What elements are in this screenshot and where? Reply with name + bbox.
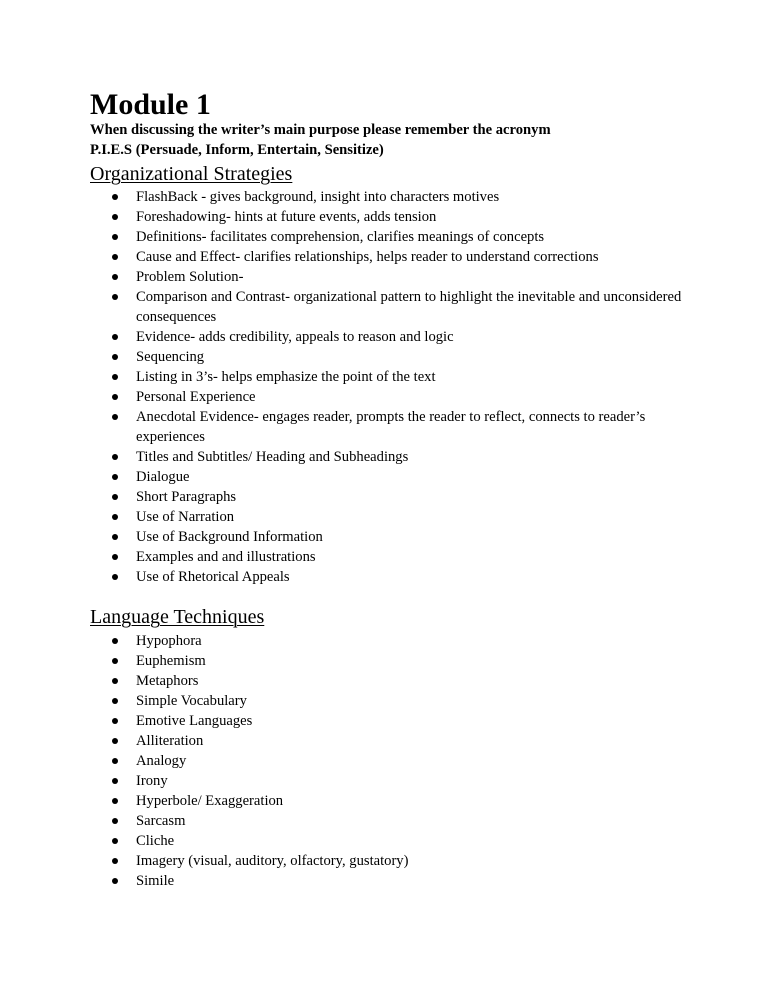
list-item bbox=[90, 327, 700, 347]
bullet-icon bbox=[112, 798, 118, 804]
list-item bbox=[90, 631, 700, 651]
list-item bbox=[90, 407, 700, 447]
list-item-text: Dialogue bbox=[136, 469, 190, 485]
bullet-icon bbox=[112, 454, 118, 460]
bullet-icon bbox=[112, 474, 118, 480]
list-item bbox=[90, 711, 700, 731]
list-item-text: Emotive Languages bbox=[136, 713, 253, 729]
list-item-text: Sequencing bbox=[136, 349, 205, 365]
list-item bbox=[90, 851, 700, 871]
list-item bbox=[90, 507, 700, 527]
bullet-icon bbox=[112, 574, 118, 580]
bullet-icon bbox=[112, 758, 118, 764]
bullet-icon bbox=[112, 718, 118, 724]
section-heading-language-techniques: Language Techniques bbox=[90, 606, 265, 628]
list-item bbox=[90, 527, 700, 547]
list-item bbox=[90, 751, 700, 771]
bullet-icon bbox=[112, 534, 118, 540]
bullet-icon bbox=[112, 494, 118, 500]
list-item-text: Listing in 3’s- helps emphasize the point of the text bbox=[136, 369, 436, 385]
list-item-text: FlashBack - gives background, insight into characters motives bbox=[136, 189, 500, 205]
list-item-text: Hyperbole/ Exaggeration bbox=[136, 793, 284, 809]
bullet-icon bbox=[112, 554, 118, 560]
list-item bbox=[90, 367, 700, 387]
bullet-icon bbox=[112, 214, 118, 220]
list-item-text: Personal Experience bbox=[136, 389, 256, 405]
bullet-icon bbox=[112, 334, 118, 340]
intro-line: When discussing the writer’s main purpose please remember the acronym bbox=[90, 122, 551, 138]
bullet-icon bbox=[112, 858, 118, 864]
bullet-icon bbox=[112, 234, 118, 240]
list-item-text: Alliteration bbox=[136, 733, 204, 749]
bullet-icon bbox=[112, 194, 118, 200]
list-item-text: Sarcasm bbox=[136, 813, 186, 829]
organizational-strategies-list bbox=[90, 187, 700, 587]
list-item bbox=[90, 287, 700, 327]
list-item bbox=[90, 771, 700, 791]
list-item-text: Irony bbox=[136, 773, 168, 789]
list-item bbox=[90, 671, 700, 691]
list-item bbox=[90, 651, 700, 671]
list-item bbox=[90, 831, 700, 851]
list-item-text: Anecdotal Evidence- engages reader, prompts the reader to reflect, connects to reader’s experiences bbox=[136, 409, 646, 445]
list-item bbox=[90, 547, 700, 567]
list-item bbox=[90, 347, 700, 367]
bullet-icon bbox=[112, 414, 118, 420]
list-item-text: Titles and Subtitles/ Heading and Subheadings bbox=[136, 449, 409, 465]
list-item bbox=[90, 811, 700, 831]
bullet-icon bbox=[112, 838, 118, 844]
list-item-text: Definitions- facilitates comprehension, clarifies meanings of concepts bbox=[136, 229, 545, 245]
section-heading-organizational-strategies: Organizational Strategies bbox=[90, 163, 293, 185]
bullet-icon bbox=[112, 354, 118, 360]
bullet-icon bbox=[112, 394, 118, 400]
bullet-icon bbox=[112, 254, 118, 260]
bullet-icon bbox=[112, 374, 118, 380]
list-item-text: Euphemism bbox=[136, 653, 206, 669]
list-item bbox=[90, 871, 700, 891]
list-item-text: Hypophora bbox=[136, 633, 202, 649]
list-item-text: Use of Background Information bbox=[136, 529, 323, 545]
list-item bbox=[90, 731, 700, 751]
list-item-text: Cause and Effect- clarifies relationships, helps reader to understand corrections bbox=[136, 249, 599, 265]
bullet-icon bbox=[112, 878, 118, 884]
list-item-text: Foreshadowing- hints at future events, adds tension bbox=[136, 209, 437, 225]
list-item bbox=[90, 487, 700, 507]
list-item-text: Metaphors bbox=[136, 673, 199, 689]
list-item bbox=[90, 567, 700, 587]
list-item bbox=[90, 207, 700, 227]
intro-note bbox=[90, 120, 551, 160]
list-item bbox=[90, 247, 700, 267]
list-item bbox=[90, 691, 700, 711]
list-item bbox=[90, 187, 700, 207]
page-title: Module 1 bbox=[90, 88, 211, 121]
list-item-text: Analogy bbox=[136, 753, 187, 769]
bullet-icon bbox=[112, 778, 118, 784]
list-item-text: Imagery (visual, auditory, olfactory, gustatory) bbox=[136, 853, 409, 869]
bullet-icon bbox=[112, 658, 118, 664]
bullet-icon bbox=[112, 818, 118, 824]
bullet-icon bbox=[112, 294, 118, 300]
list-item bbox=[90, 267, 700, 287]
list-item-text: Short Paragraphs bbox=[136, 489, 237, 505]
list-item bbox=[90, 791, 700, 811]
intro-line: P.I.E.S (Persuade, Inform, Entertain, Sensitize) bbox=[90, 142, 384, 158]
list-item-text: Examples and and illustrations bbox=[136, 549, 316, 565]
list-item-text: Use of Narration bbox=[136, 509, 235, 525]
list-item-text: Comparison and Contrast- organizational pattern to highlight the inevitable and unconsidered consequences bbox=[136, 289, 682, 325]
list-item bbox=[90, 227, 700, 247]
list-item bbox=[90, 447, 700, 467]
bullet-icon bbox=[112, 274, 118, 280]
list-item-text: Evidence- adds credibility, appeals to reason and logic bbox=[136, 329, 454, 345]
list-item-text: Problem Solution- bbox=[136, 269, 244, 285]
list-item-text: Use of Rhetorical Appeals bbox=[136, 569, 290, 585]
bullet-icon bbox=[112, 638, 118, 644]
bullet-icon bbox=[112, 698, 118, 704]
list-item bbox=[90, 387, 700, 407]
list-item-text: Cliche bbox=[136, 833, 175, 849]
language-techniques-list bbox=[90, 631, 700, 891]
list-item-text: Simple Vocabulary bbox=[136, 693, 247, 709]
bullet-icon bbox=[112, 678, 118, 684]
bullet-icon bbox=[112, 738, 118, 744]
list-item-text: Simile bbox=[136, 873, 175, 889]
bullet-icon bbox=[112, 514, 118, 520]
list-item bbox=[90, 467, 700, 487]
